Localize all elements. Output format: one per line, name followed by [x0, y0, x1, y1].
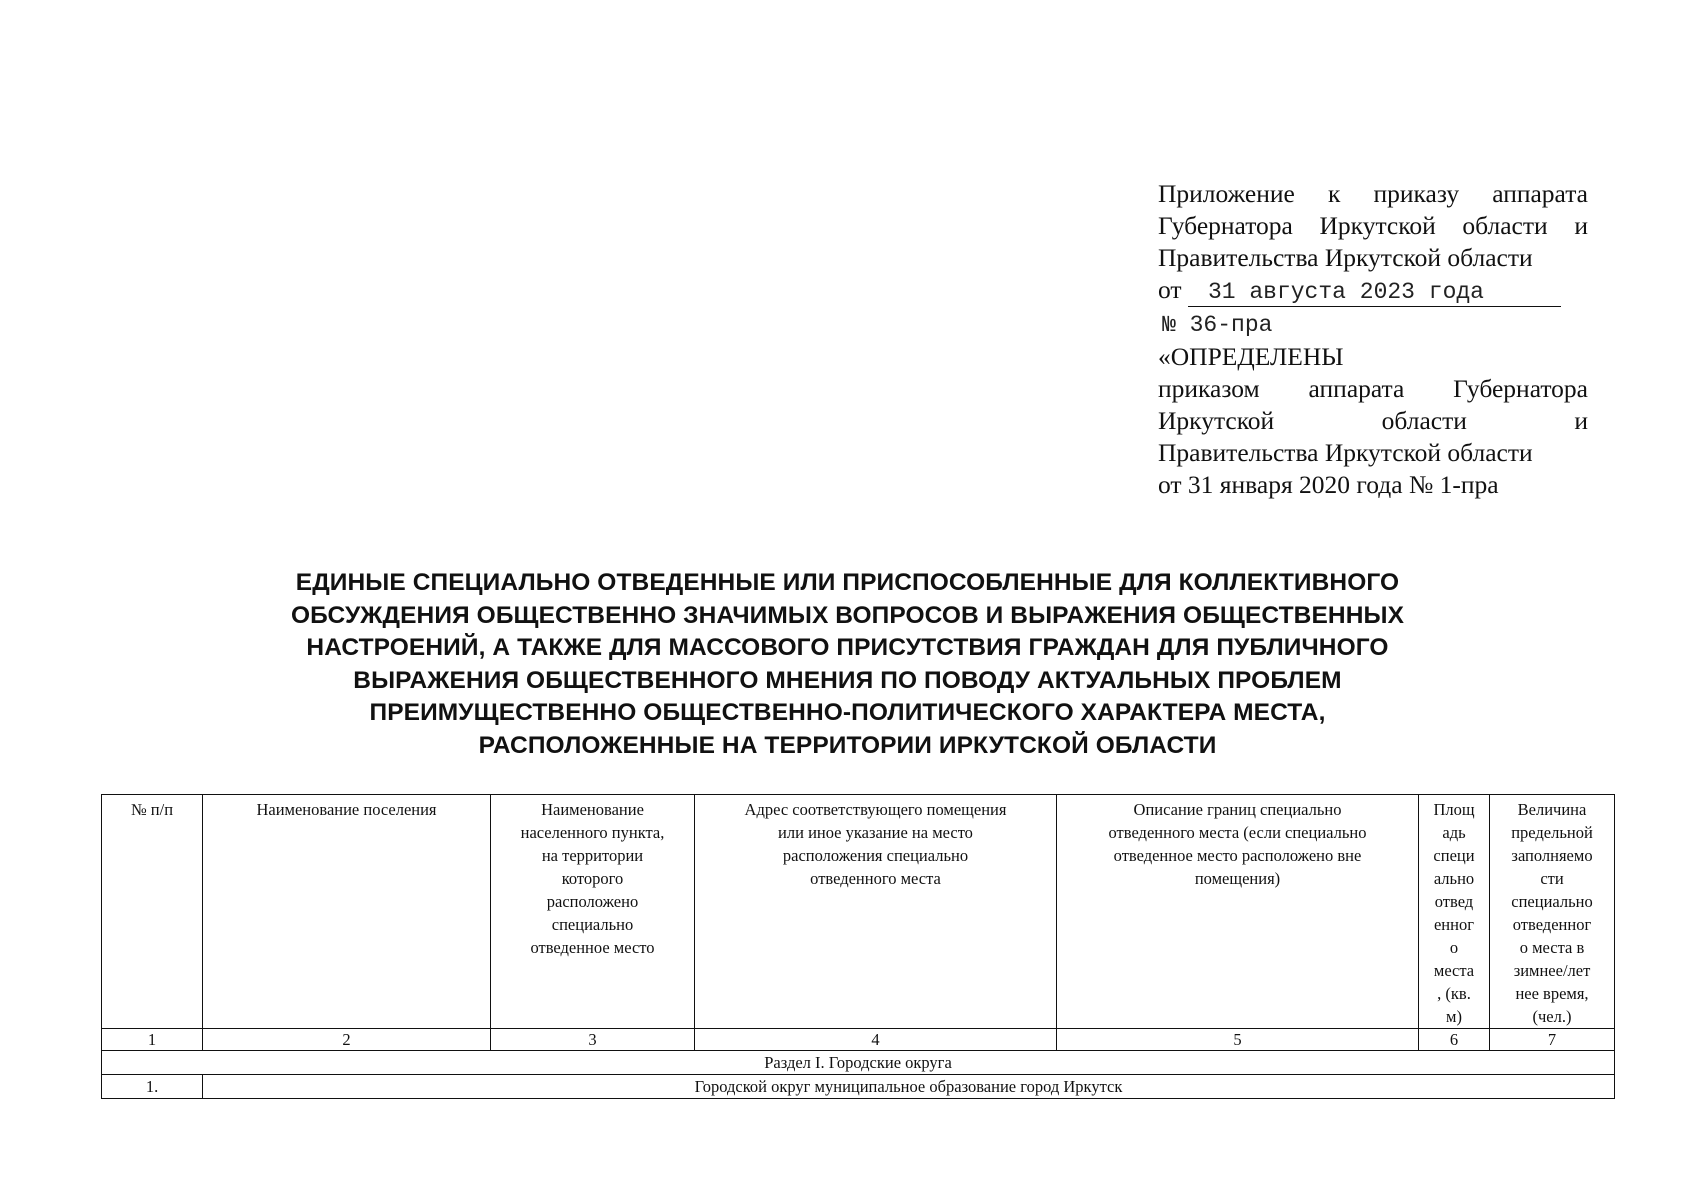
column-number: 7 — [1490, 1029, 1615, 1051]
header-text-line: ально — [1433, 869, 1475, 888]
header-text-line: населенного пункта, — [520, 823, 665, 842]
header-text-line: отвед — [1434, 892, 1474, 911]
header-text-line: Наименование поселения — [256, 800, 437, 819]
header-text-line: расположения специально — [782, 846, 969, 865]
header-row — [102, 795, 1615, 1029]
date-value: 31 августа 2023 года — [1207, 279, 1484, 305]
header-text-line: которого — [561, 869, 624, 888]
title-line: ПРЕИМУЩЕСТВЕННО ОБЩЕСТВЕННО-ПОЛИТИЧЕСКОГО ХАРАКТЕРА МЕСТА, — [369, 699, 1326, 726]
header-text-line: специально — [1511, 892, 1593, 911]
table-row — [102, 1075, 1615, 1099]
section-title: Раздел I. Городские округа — [102, 1051, 1615, 1075]
header-cell-settlement — [203, 795, 491, 1029]
header-text-line: отведенного места — [810, 869, 941, 888]
header-text-line: № п/п — [130, 800, 174, 819]
header-text-line: на территории — [541, 846, 644, 865]
appendix-number-line — [1158, 307, 1588, 341]
header-cell-capacity — [1490, 795, 1615, 1029]
header-text-line: отведенного места (если специально — [1108, 823, 1367, 842]
column-number-row — [102, 1029, 1615, 1051]
header-text-line: предельной — [1511, 823, 1593, 842]
header-cell-locality — [491, 795, 695, 1029]
header-text-line: енног — [1433, 915, 1474, 934]
header-text-line: специально — [551, 915, 634, 934]
header-text-line: , (кв. — [1437, 984, 1471, 1003]
header-cell-area — [1419, 795, 1490, 1029]
appendix-line: Правительства Иркутской области — [1158, 243, 1533, 272]
appendix-block — [1158, 178, 1588, 501]
header-text-line: сти — [1540, 869, 1564, 888]
header-text-line: адь — [1442, 823, 1466, 842]
header-text-line: расположено — [546, 892, 639, 911]
column-number: 4 — [695, 1029, 1057, 1051]
column-number: 1 — [102, 1029, 203, 1051]
appendix-date-line — [1158, 274, 1588, 307]
section-row — [102, 1051, 1615, 1075]
header-text-line: Величина — [1517, 800, 1587, 819]
header-text-line: отведенное место расположено вне — [1113, 846, 1362, 865]
header-cell-boundaries — [1057, 795, 1419, 1029]
column-number: 2 — [203, 1029, 491, 1051]
document-title — [120, 567, 1575, 762]
title-line: ЕДИНЫЕ СПЕЦИАЛЬНО ОТВЕДЕННЫЕ ИЛИ ПРИСПОСОБЛЕННЫЕ ДЛЯ КОЛЛЕКТИВНОГО — [295, 569, 1400, 596]
appendix-line: Губернатора Иркутской области и — [1158, 211, 1588, 240]
header-text-line: м) — [1446, 1007, 1462, 1026]
header-text-line: о — [1449, 938, 1459, 957]
title-line: ВЫРАЖЕНИЯ ОБЩЕСТВЕННОГО МНЕНИЯ ПО ПОВОДУ АКТУАЛЬНЫХ ПРОБЛЕМ — [353, 666, 1342, 694]
header-text-line: нее время, — [1515, 984, 1589, 1003]
appendix-line: от 31 января 2020 года № 1-пра — [1158, 470, 1499, 499]
row-number: 1. — [102, 1075, 203, 1099]
header-text-line: места — [1433, 961, 1475, 980]
header-text-line: Наименование — [541, 800, 644, 819]
header-cell-number — [102, 795, 203, 1029]
appendix-line: Правительства Иркутской области — [1158, 438, 1533, 467]
date-prefix: от — [1158, 275, 1182, 304]
header-text-line: о места в — [1519, 938, 1585, 957]
header-text-line: заполняемо — [1511, 846, 1593, 865]
appendix-approved: «ОПРЕДЕЛЕНЫ — [1158, 342, 1344, 371]
header-text-line: отведенное место — [530, 938, 655, 957]
column-number: 3 — [491, 1029, 695, 1051]
row-name: Городской округ муниципальное образование город Иркутск — [203, 1075, 1615, 1099]
header-text-line: отведенног — [1512, 915, 1592, 934]
appendix-line: Иркутской области и — [1158, 406, 1588, 435]
title-line: НАСТРОЕНИЙ, А ТАКЖЕ ДЛЯ МАССОВОГО ПРИСУТСТВИЯ ГРАЖДАН ДЛЯ ПУБЛИЧНОГО — [306, 634, 1389, 661]
appendix-line: Приложение к приказу аппарата — [1158, 179, 1588, 208]
header-text-line: специ — [1433, 846, 1475, 865]
header-text-line: помещения) — [1194, 869, 1281, 888]
title-line: РАСПОЛОЖЕННЫЕ НА ТЕРРИТОРИИ ИРКУТСКОЙ ОБЛАСТИ — [478, 731, 1217, 759]
column-number: 5 — [1057, 1029, 1419, 1051]
header-text-line: Адрес соответствующего помещения — [744, 800, 1007, 819]
header-text-line: (чел.) — [1532, 1007, 1572, 1026]
header-cell-address — [695, 795, 1057, 1029]
header-text-line: зимнее/лет — [1513, 961, 1591, 980]
appendix-line: приказом аппарата Губернатора — [1158, 374, 1588, 403]
header-text-line: Площ — [1433, 800, 1475, 819]
document-number: № 36-пра — [1162, 312, 1273, 338]
column-number: 6 — [1419, 1029, 1490, 1051]
header-text-line: Описание границ специально — [1133, 800, 1342, 819]
title-line: ОБСУЖДЕНИЯ ОБЩЕСТВЕННО ЗНАЧИМЫХ ВОПРОСОВ И ВЫРАЖЕНИЯ ОБЩЕСТВЕННЫХ — [290, 601, 1405, 629]
places-table — [101, 794, 1615, 1099]
header-text-line: или иное указание на место — [778, 823, 973, 842]
